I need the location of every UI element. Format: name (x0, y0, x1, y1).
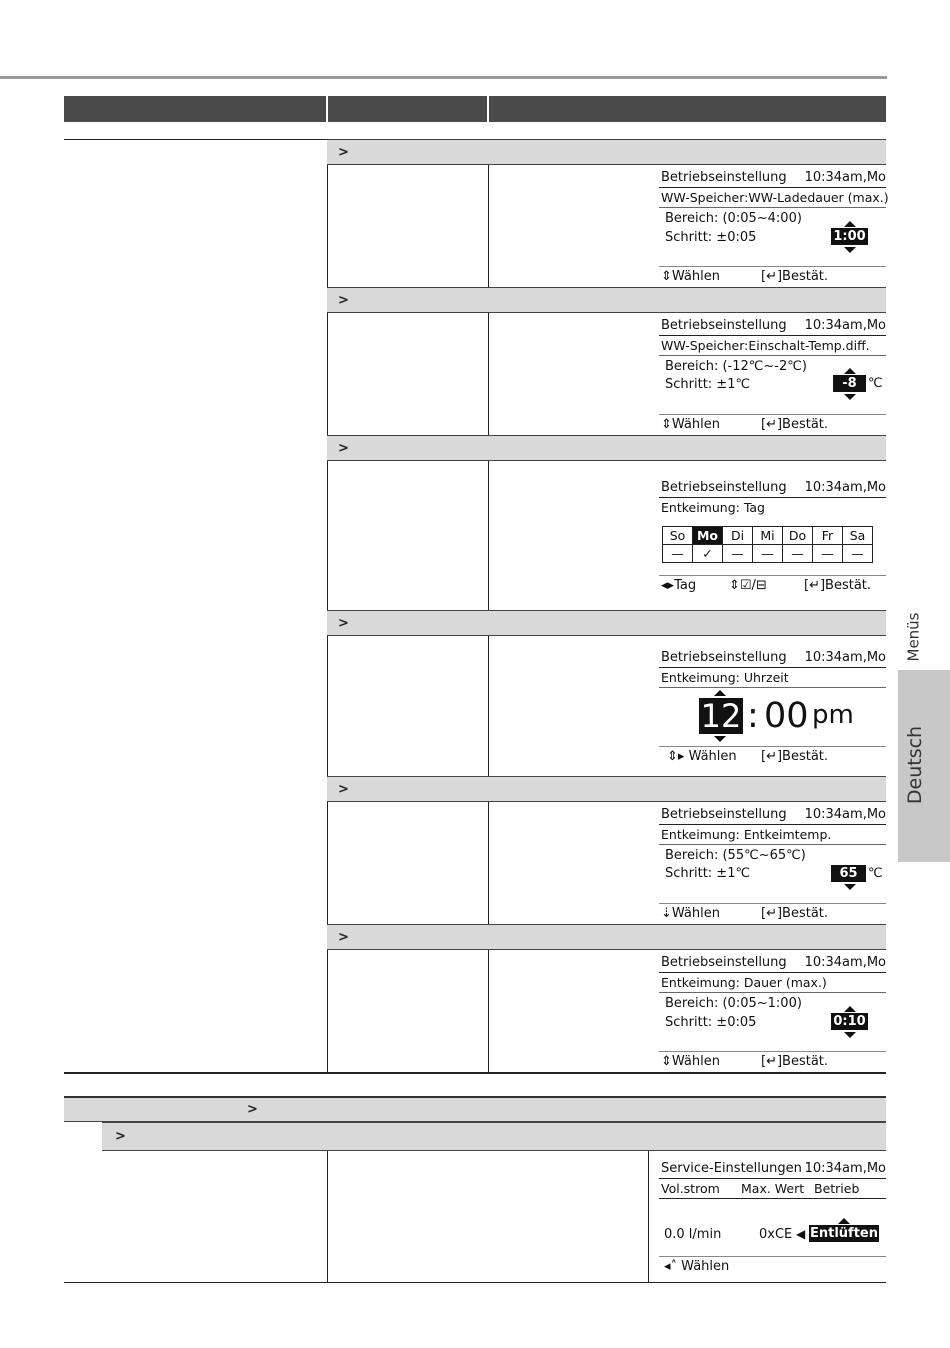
value-box: 1:00 (831, 228, 868, 245)
step-text: Schritt: ±0:05 (665, 1015, 757, 1030)
foot-select: ◂˄ Wählen (664, 1259, 730, 1274)
screen-title: Service-Einstellungen (661, 1161, 802, 1176)
screen-title: Betriebseinstellung (661, 170, 787, 185)
header-separator (487, 96, 489, 122)
screen-time: 10:34am,Mo (804, 955, 886, 970)
foot-confirm: [↵]Bestät. (761, 269, 829, 284)
lcd-screen-einschalt-temp (659, 317, 886, 435)
foot-select: ⇕Wählen (661, 417, 720, 432)
screen-title: Betriebseinstellung (661, 955, 787, 970)
entlueften-button[interactable]: Entlüften (809, 1226, 878, 1241)
step-text: Schritt: ±1℃ (665, 377, 751, 392)
top-rule (0, 76, 887, 79)
chevron-right-icon: > (115, 1129, 126, 1144)
arrow-up-icon (844, 221, 856, 227)
day-mark: — (753, 545, 783, 563)
step-text: Schritt: ±0:05 (665, 230, 757, 245)
hour-box: 12 (700, 697, 742, 735)
arrow-up-icon (714, 690, 726, 696)
chevron-right-icon: > (247, 1102, 258, 1117)
section-bar (102, 1122, 886, 1151)
foot-confirm: [↵]Bestät. (761, 1054, 829, 1069)
column-volstrom: Vol.strom (661, 1181, 720, 1196)
arrow-down-icon (844, 884, 856, 890)
screen-title: Betriebseinstellung (661, 807, 787, 822)
lcd-screen-entkeimung-tag (659, 479, 886, 609)
chevron-right-icon: > (338, 782, 349, 797)
day-mark: — (723, 545, 753, 563)
minute-value: 00 (764, 696, 809, 736)
screen-time: 10:34am,Mo (804, 170, 886, 185)
lcd-screen-service (659, 1160, 886, 1280)
foot-day: ◂▸Tag (661, 578, 697, 593)
column-betrieb: Betrieb (814, 1181, 860, 1196)
lcd-screen-ww-ladedauer (659, 169, 889, 287)
range-text: Bereich: (0:05~1:00) (665, 996, 802, 1011)
column-rule (327, 1151, 328, 1282)
section-bar (64, 1096, 886, 1122)
foot-check: ⇕☑/⊟ (729, 578, 767, 593)
foot-confirm: [↵]Bestät. (761, 417, 829, 432)
flow-value: 0.0 l/min (664, 1227, 722, 1242)
day-mark: — (843, 545, 873, 563)
screen-time: 10:34am,Mo (804, 480, 886, 495)
section-bar (327, 139, 886, 165)
section-bar (327, 287, 886, 313)
foot-select: ⇕Wählen (661, 269, 720, 284)
range-text: Bereich: (55℃~65℃) (665, 848, 806, 863)
day-cell[interactable]: Sa (843, 527, 873, 545)
screen-title: Betriebseinstellung (661, 650, 787, 665)
lcd-screen-entkeimtemp (659, 806, 886, 924)
side-label-menus: Menüs (904, 612, 923, 662)
column-max-wert: Max. Wert (741, 1181, 805, 1196)
value-box: 65 (831, 865, 866, 882)
value-box: 0:10 (831, 1013, 868, 1030)
chevron-right-icon: > (338, 616, 349, 631)
screen-subtitle: Entkeimung: Uhrzeit (661, 670, 789, 685)
foot-confirm: [↵]Bestät. (761, 906, 829, 921)
chevron-right-icon: > (338, 930, 349, 945)
lcd-screen-entkeimung-uhrzeit (659, 649, 886, 769)
range-text: Bereich: (-12℃~-2℃) (665, 359, 807, 374)
section-bar (327, 776, 886, 802)
table-rule (64, 1282, 886, 1283)
chevron-right-icon: > (338, 145, 349, 160)
chevron-right-icon: > (338, 293, 349, 308)
screen-subtitle: Entkeimung: Tag (661, 500, 765, 515)
foot-confirm: [↵]Bestät. (804, 578, 872, 593)
day-cell[interactable]: So (663, 527, 693, 545)
day-cell-selected[interactable]: Mo (693, 527, 723, 545)
hex-value: 0xCE (759, 1227, 793, 1242)
screen-time: 10:34am,Mo (804, 1161, 886, 1176)
section-bar (327, 924, 886, 950)
unit-label: ℃ (868, 866, 883, 881)
screen-subtitle: Entkeimung: Dauer (max.) (661, 975, 827, 990)
time-colon: : (747, 696, 759, 736)
day-cell[interactable]: Fr (813, 527, 843, 545)
arrow-up-icon (844, 368, 856, 374)
screen-title: Betriebseinstellung (661, 480, 787, 495)
screen-title: Betriebseinstellung (661, 318, 787, 333)
day-cell[interactable]: Do (783, 527, 813, 545)
arrow-down-icon (844, 247, 856, 253)
foot-select: ⇕▸ Wählen (667, 749, 737, 764)
screen-subtitle: Entkeimung: Entkeimtemp. (661, 827, 832, 842)
day-mark: ✓ (693, 545, 723, 563)
foot-confirm: [↵]Bestät. (761, 749, 829, 764)
step-text: Schritt: ±1℃ (665, 866, 751, 881)
arrow-up-icon (838, 1218, 850, 1224)
screen-subtitle: WW-Speicher:WW-Ladedauer (max.) (661, 190, 889, 205)
day-cell[interactable]: Di (723, 527, 753, 545)
ampm-value: pm (812, 700, 854, 730)
screen-subtitle: WW-Speicher:Einschalt-Temp.diff. (661, 338, 870, 353)
section-bar (327, 435, 886, 461)
section-bar (327, 610, 886, 636)
day-mark: — (663, 545, 693, 563)
screen-time: 10:34am,Mo (804, 318, 886, 333)
unit-label: ℃ (868, 376, 883, 391)
day-mark: — (813, 545, 843, 563)
screen-time: 10:34am,Mo (804, 807, 886, 822)
value-box: -8 (833, 375, 866, 392)
range-text: Bereich: (0:05~4:00) (665, 211, 802, 226)
foot-select: ⇕Wählen (661, 1054, 720, 1069)
arrow-left-icon: ◀ (796, 1227, 806, 1241)
arrow-down-icon (844, 394, 856, 400)
day-mark: — (783, 545, 813, 563)
day-cell[interactable]: Mi (753, 527, 783, 545)
column-rule (648, 1151, 649, 1282)
arrow-up-icon (844, 1006, 856, 1012)
chevron-right-icon: > (338, 441, 349, 456)
weekday-table (662, 526, 873, 563)
arrow-down-icon (714, 736, 726, 742)
lcd-screen-entkeimung-dauer (659, 954, 886, 1072)
arrow-down-icon (844, 1032, 856, 1038)
table-header (64, 96, 886, 122)
side-tab-deutsch: Deutsch (898, 670, 950, 862)
screen-time: 10:34am,Mo (804, 650, 886, 665)
table-rule (64, 1072, 886, 1074)
header-separator (326, 96, 328, 122)
foot-select: ⇣Wählen (661, 906, 720, 921)
